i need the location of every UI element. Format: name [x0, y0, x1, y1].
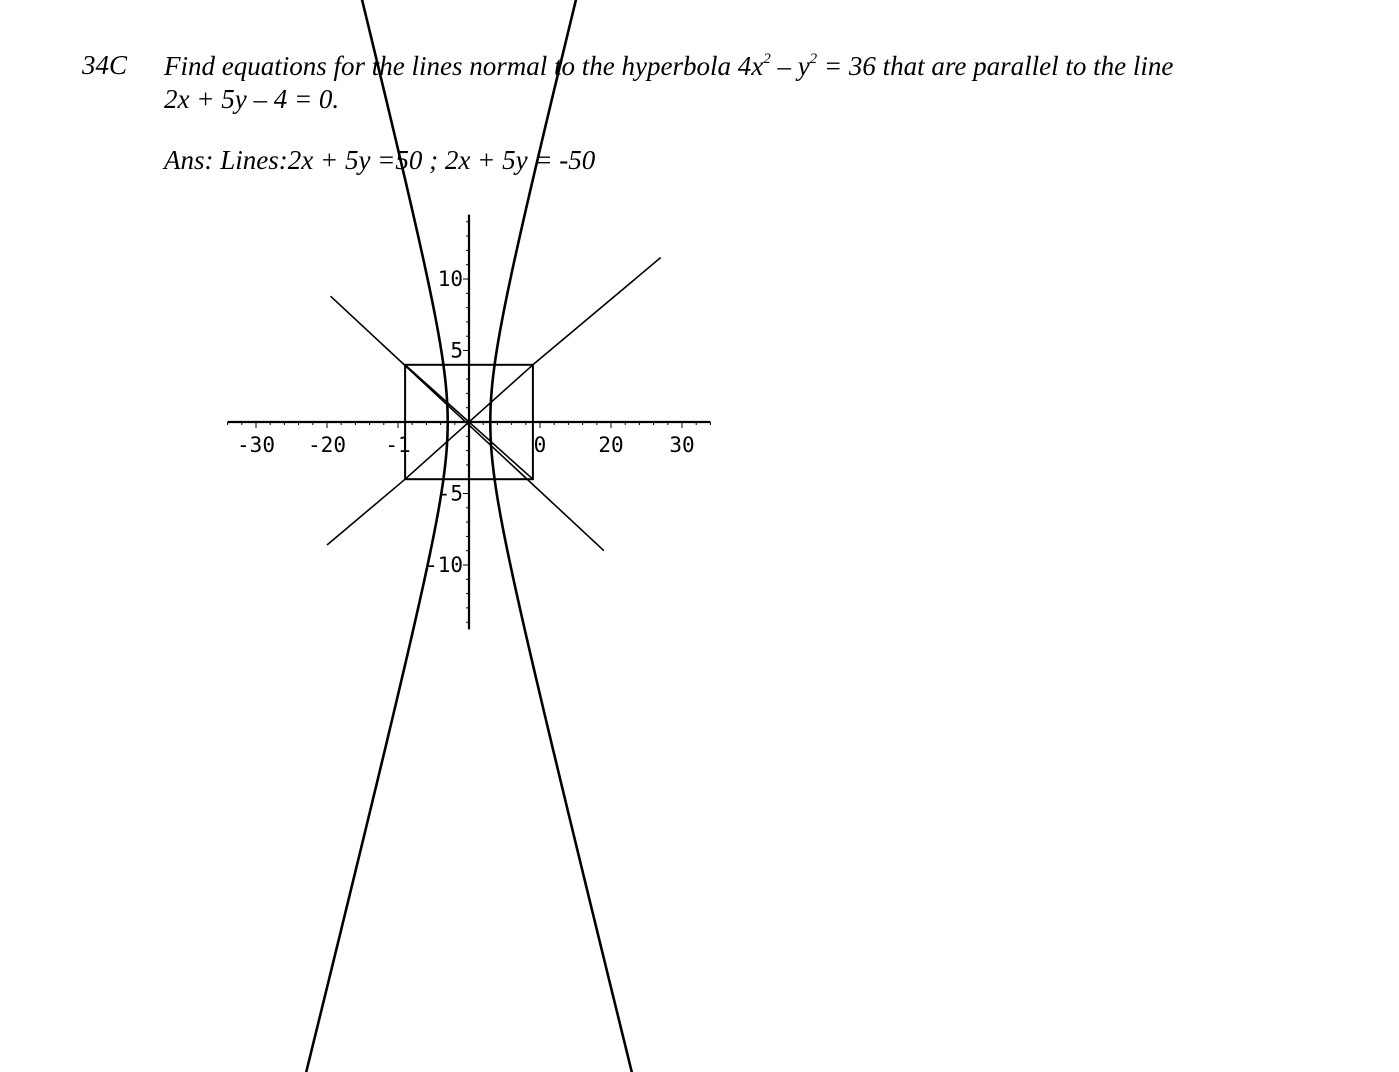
line-segment [533, 258, 661, 365]
line-segment [327, 479, 405, 545]
x-tick-label: -30 [237, 433, 275, 457]
x-tick-label: -1 [385, 433, 411, 457]
question-line-1: Find equations for the lines normal to the hyperbola $4x^2 - y^2 = 36$ that are parallel to the line [164, 51, 1174, 81]
answer-text: Ans: Lines:2x + 5y =50 ; 2x + 5y = -50 [164, 145, 596, 175]
x-tick-label: 30 [669, 433, 695, 457]
y-tick-label: -10 [425, 553, 463, 577]
x-tick-label: 20 [598, 433, 624, 457]
question-number: 34C [82, 50, 128, 80]
x-tick-label: -20 [308, 433, 346, 457]
line-segment [331, 296, 604, 551]
x-tick-label: 0 [533, 433, 547, 457]
y-tick-label: -5 [437, 481, 463, 506]
hyperbola-right-branch [490, 0, 710, 1072]
y-tick-label: 5 [450, 338, 463, 363]
y-tick-label: 10 [437, 267, 463, 291]
question-line-2: 2x + 5y – 4 = 0. [164, 84, 340, 114]
